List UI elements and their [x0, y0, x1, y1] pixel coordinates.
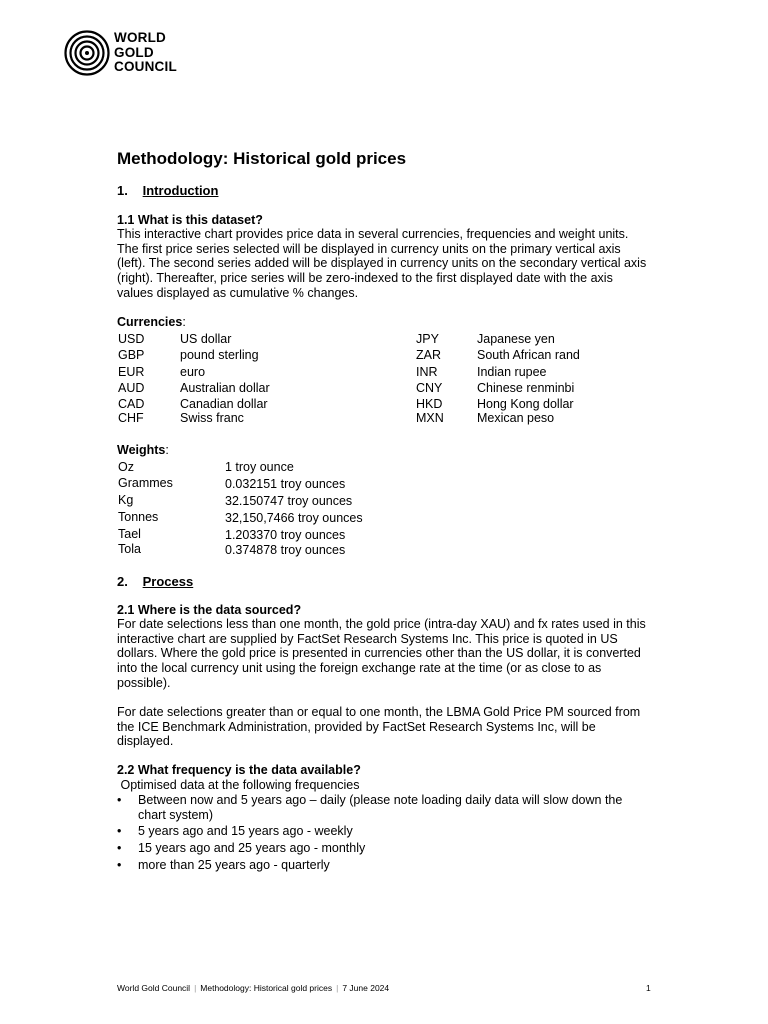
subsection-1-1-text: This interactive chart provides price data in several currencies, frequencies and weight units. The first price series selected will be displayed in currency units on the primary vertical axis (left). The second series added will be displayed in currency units on the secondary vertical axis (right). Thereafter, price series will be zero-indexed to the first displayed date with the axis values displayed as cumulative % changes. [117, 227, 647, 300]
subsection-2-2-heading: 2.2 What frequency is the data available? [117, 763, 361, 777]
world-gold-council-logo [64, 30, 194, 80]
subsection-2-1-heading: 2.1 Where is the data sourced? [117, 603, 302, 617]
weight-value: 32,150,7466 troy ounces [225, 511, 363, 525]
subsection-2-1-text-b: For date selections greater than or equal to one month, the LBMA Gold Price PM sourced from the ICE Benchmark Administration, provided by FactSet Research Systems Inc, will be displayed. [117, 705, 641, 749]
currency-code: MXN [416, 411, 444, 425]
footer-separator: | [336, 983, 339, 993]
concentric-rings-logo-icon [64, 30, 110, 76]
section-2-label: Process [142, 574, 194, 589]
list-item: • more than 25 years ago - quarterly [117, 858, 637, 873]
currency-name: Hong Kong dollar [477, 397, 574, 411]
weight-unit: Tael [118, 527, 141, 541]
currency-code: AUD [118, 381, 145, 395]
currency-name: euro [180, 365, 206, 379]
page-number: 1 [646, 983, 651, 993]
page-title: Methodology: Historical gold prices [117, 149, 407, 168]
currency-code: USD [118, 332, 145, 346]
currency-name: Australian dollar [180, 381, 270, 395]
weight-unit: Grammes [118, 476, 173, 490]
footer-separator: | [194, 983, 197, 993]
currency-code: JPY [416, 332, 439, 346]
currency-name: Chinese renminbi [477, 381, 575, 395]
weight-unit: Tonnes [118, 510, 159, 524]
weights-heading [117, 443, 169, 457]
currency-code: ZAR [416, 348, 441, 362]
section-1-heading [117, 183, 218, 198]
list-item: • Between now and 5 years ago – daily (please note loading daily data will slow down the chart system) [117, 793, 637, 822]
weight-value: 1 troy ounce [225, 460, 294, 474]
logo-line-1: WORLD [114, 30, 166, 45]
list-item: • 15 years ago and 25 years ago - monthly [117, 841, 637, 856]
currency-code: EUR [118, 365, 145, 379]
currency-code: CAD [118, 397, 145, 411]
subsection-2-2-intro: Optimised data at the following frequencies [117, 778, 360, 792]
weight-value: 0.374878 troy ounces [225, 543, 346, 557]
logo-line-3: COUNCIL [114, 59, 177, 74]
currency-name: Swiss franc [180, 411, 244, 425]
weight-unit: Kg [118, 493, 134, 507]
list-item: • 5 years ago and 15 years ago - weekly [117, 824, 637, 839]
currencies-heading [117, 315, 186, 329]
weight-unit: Oz [118, 460, 134, 474]
currency-code: HKD [416, 397, 443, 411]
currency-code: CHF [118, 411, 144, 425]
currency-name: pound sterling [180, 348, 259, 362]
weight-value: 1.203370 troy ounces [225, 528, 346, 542]
weight-unit: Tola [118, 542, 141, 556]
currency-name: Indian rupee [477, 365, 547, 379]
page-footer [117, 983, 389, 993]
logo-line-2: GOLD [114, 44, 154, 60]
footer-date: 7 June 2024 [342, 983, 390, 993]
section-2-number: 2. [117, 574, 128, 589]
currency-code: GBP [118, 348, 145, 362]
footer-doc-title: Methodology: Historical gold prices [200, 983, 333, 993]
section-1-label: Introduction [142, 183, 219, 198]
currency-name: Mexican peso [477, 411, 555, 425]
currencies-colon: : [182, 315, 186, 329]
frequency-list [117, 793, 637, 875]
currency-name: Canadian dollar [180, 397, 268, 411]
subsection-2-1-text-a: For date selections less than one month, the gold price (intra-day XAU) and fx rates used in this interactive chart are supplied by FactSet Research Systems Inc. This price is quoted in US dollars. Where the gold price is presented in currencies other than the US dollar, it is converted into the local currency unit using the foreign exchange rate at the time (or as close to as possible). [117, 617, 646, 690]
logo-wordmark [114, 31, 177, 75]
currency-code: INR [416, 365, 438, 379]
currency-name: South African rand [477, 348, 580, 362]
weights-label: Weights [117, 443, 166, 457]
section-2-heading [117, 574, 193, 589]
currency-name: Japanese yen [477, 332, 555, 346]
weight-value: 32.150747 troy ounces [225, 494, 353, 508]
currency-name: US dollar [180, 332, 232, 346]
footer-org: World Gold Council [117, 983, 191, 993]
section-1-number: 1. [117, 183, 128, 198]
currencies-label: Currencies [117, 315, 183, 329]
subsection-1-1-heading: 1.1 What is this dataset? [117, 213, 263, 227]
weights-colon: : [165, 443, 169, 457]
weight-value: 0.032151 troy ounces [225, 477, 346, 491]
currency-code: CNY [416, 381, 443, 395]
